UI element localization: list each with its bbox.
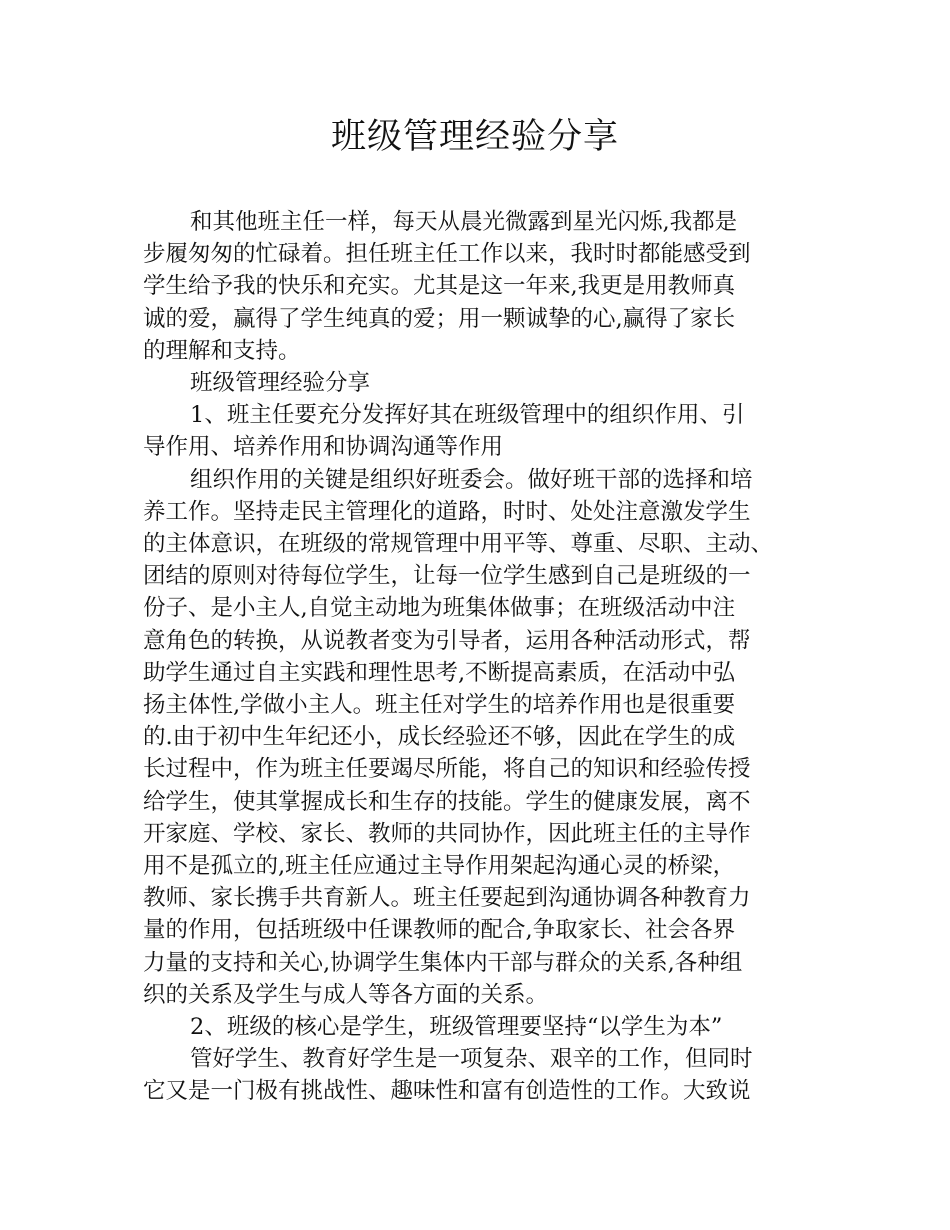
paragraph-heading-2 bbox=[143, 1011, 825, 1043]
text-line: 和其他班主任一样，每天从晨光微露到星光闪烁,我都是 bbox=[190, 209, 738, 235]
text-line: 养工作。坚持走民主管理化的道路，时时、处处注意激发学生 bbox=[143, 498, 751, 525]
text-line: 步履匆匆的忙碌着。担任班主任工作以来，我时时都能感受到 bbox=[143, 241, 751, 268]
text-line: 用不是孤立的,班主任应通过主导作用架起沟通心灵的桥梁， bbox=[143, 853, 736, 880]
document-body bbox=[143, 206, 825, 1108]
text-line: 长过程中，作为班主任要竭尽所能，将自己的知识和经验传授 bbox=[143, 756, 751, 783]
text-line: 1、班主任要充分发挥好其在班级管理中的组织作用、引 bbox=[190, 402, 745, 429]
text-line: 意角色的转换，从说教者变为引导者，运用各种活动形式，帮 bbox=[143, 627, 751, 654]
paragraph-subtitle bbox=[143, 367, 825, 399]
paragraph-organization-role bbox=[143, 464, 825, 1011]
text-line: 团结的原则对待每位学生，让每一位学生感到自己是班级的一 bbox=[143, 563, 751, 590]
text-line: 组织作用的关键是组织好班委会。做好班干部的选择和培 bbox=[190, 466, 753, 493]
text-line: 诚的爱，赢得了学生纯真的爱；用一颗诚挚的心,赢得了家长 bbox=[143, 305, 736, 332]
text-line: 的理解和支持。 bbox=[143, 337, 301, 364]
text-line: 量的作用，包括班级中任课教师的配合,争取家长、社会各界 bbox=[143, 917, 736, 944]
paragraph-student-centered bbox=[143, 1043, 825, 1107]
text-line: 教师、家长携手共育新人。班主任要起到沟通协调各种教育力 bbox=[143, 885, 751, 912]
text-line: 份子、是小主人,自觉主动地为班集体做事；在班级活动中注 bbox=[143, 595, 736, 622]
text-line: 的.由于初中生年纪还小，成长经验还不够，因此在学生的成 bbox=[143, 724, 736, 751]
text-line: 助学生通过自主实践和理性思考,不断提高素质，在活动中弘 bbox=[143, 659, 736, 686]
paragraph-intro bbox=[143, 206, 825, 367]
text-line: 管好学生、教育好学生是一项复杂、艰辛的工作，但同时 bbox=[190, 1046, 753, 1073]
text-line: 导作用、培养作用和协调沟通等作用 bbox=[143, 434, 504, 461]
text-line: 它又是一门极有挑战性、趣味性和富有创造性的工作。大致说 bbox=[143, 1078, 751, 1105]
document-title: 班级管理经验分享 bbox=[330, 117, 619, 157]
text-line: 织的关系及学生与成人等各方面的关系。 bbox=[143, 981, 549, 1008]
text-line: 开家庭、学校、家长、教师的共同协作，因此班主任的主导作 bbox=[143, 820, 751, 847]
text-line: 2、班级的核心是学生，班级管理要坚持“以学生为本” bbox=[190, 1014, 723, 1041]
paragraph-heading-1 bbox=[143, 399, 825, 463]
text-line: 给学生，使其掌握成长和生存的技能。学生的健康发展，离不 bbox=[143, 788, 751, 815]
text-line: 学生给予我的快乐和充实。尤其是这一年来,我更是用教师真 bbox=[143, 273, 736, 300]
text-line: 力量的支持和关心,协调学生集体内干部与群众的关系,各种组 bbox=[143, 949, 743, 976]
text-line: 班级管理经验分享 bbox=[190, 370, 371, 397]
text-line: 的主体意识，在班级的常规管理中用平等、尊重、尽职、主动、 bbox=[143, 531, 774, 558]
text-line: 扬主体性,学做小主人。班主任对学生的培养作用也是很重要 bbox=[143, 692, 736, 719]
